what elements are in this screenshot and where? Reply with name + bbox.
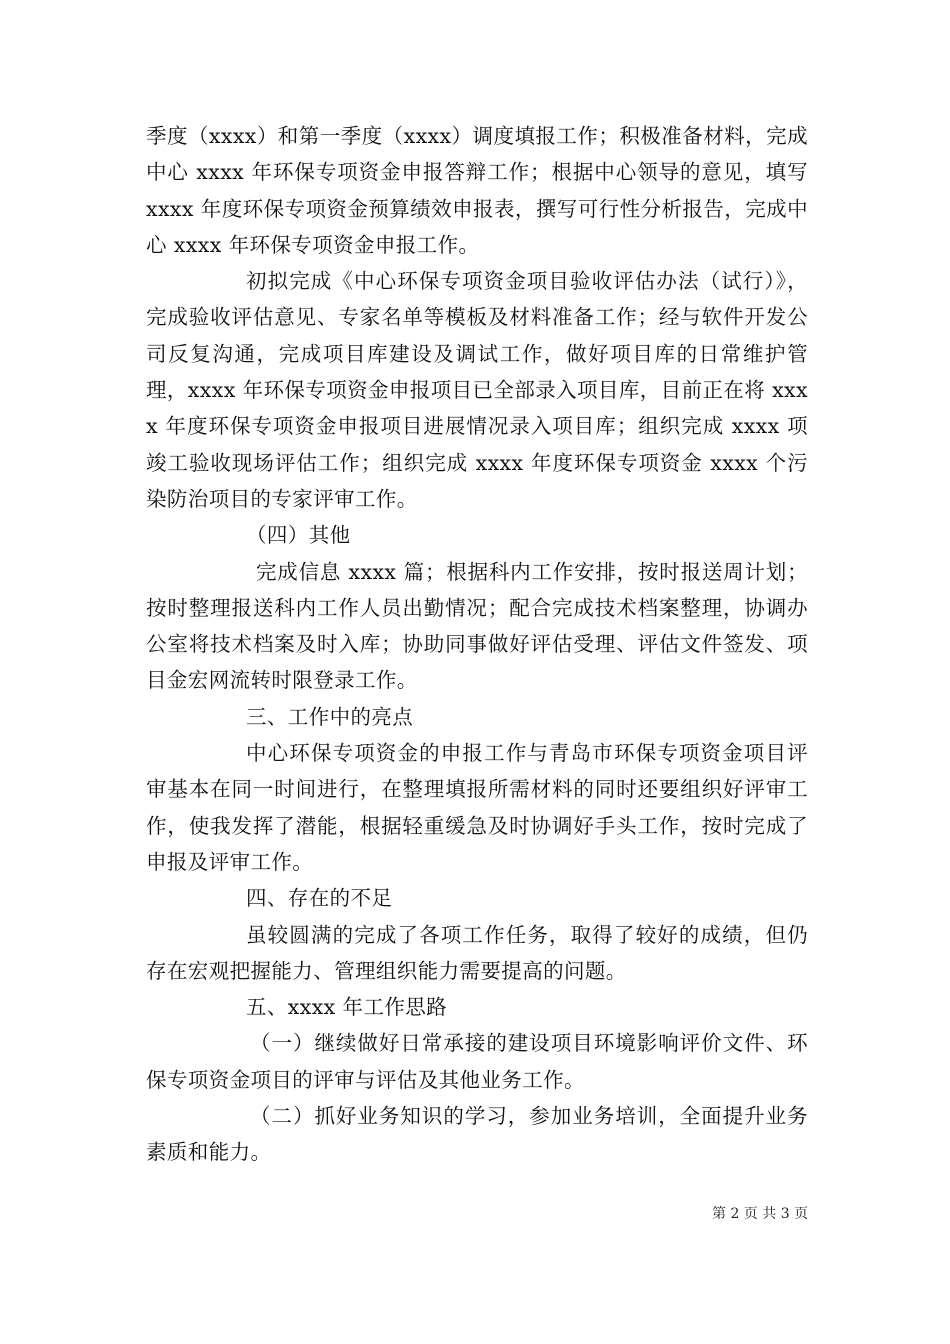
paragraph-plan-item-2: （二）抓好业务知识的学习，参加业务培训，全面提升业务素质和能力。 bbox=[146, 1104, 808, 1165]
paragraph-plan-item-1: （一）继续做好日常承接的建设项目环境影响评价文件、环保专项资金项目的评审与评估及其他业务工作。 bbox=[146, 1031, 808, 1092]
heading-other: （四）其他 bbox=[246, 523, 351, 548]
heading-shortcomings: 四、存在的不足 bbox=[246, 886, 393, 911]
heading-work-plan: 五、xxxx 年工作思路 bbox=[246, 995, 448, 1020]
paragraph-shortcomings: 虽较圆满的完成了各项工作任务，取得了较好的成绩，但仍存在宏观把握能力、管理组织能力需要提高的问题。 bbox=[146, 922, 808, 983]
heading-highlights: 三、工作中的亮点 bbox=[246, 704, 414, 729]
document-body bbox=[146, 118, 808, 1171]
paragraph-other-work: 完成信息 xxxx 篇；根据科内工作安排，按时报送周计划；按时整理报送科内工作人员出勤情况；配合完成技术档案整理，协调办公室将技术档案及时入库；协助同事做好评估受理、评估文件签发、项目金宏网流转时限登录工作。 bbox=[146, 559, 808, 693]
page-number-footer: 第 2 页 共 3 页 bbox=[712, 1206, 809, 1222]
paragraph-report-work: 季度（xxxx）和第一季度（xxxx）调度填报工作；积极准备材料，完成中心 xxxx 年环保专项资金申报答辩工作；根据中心领导的意见，填写 xxxx 年度环保专项资金预算绩效申报表，撰写可行性分析报告，完成中心 xxxx 年环保专项资金申报工作。 bbox=[146, 124, 808, 257]
paragraph-project-library: 初拟完成《中心环保专项资金项目验收评估办法（试行）》，完成验收评估意见、专家名单等模板及材料准备工作；经与软件开发公司反复沟通，完成项目库建设及调试工作，做好项目库的日常维护管理，xxxx 年环保专项资金申报项目已全部录入项目库，目前正在将 xxxx 年度环保专项资金申报项目进展情况录入项目库；组织完成 xxxx 项竣工验收现场评估工作；组织完成 xxxx 年度环保专项资金 xxxx 个污染防治项目的专家评审工作。 bbox=[146, 269, 808, 511]
paragraph-highlights: 中心环保专项资金的申报工作与青岛市环保专项资金项目评审基本在同一时间进行，在整理填报所需材料的同时还要组织好评审工作，使我发挥了潜能，根据轻重缓急及时协调好手头工作，按时完成了申报及评审工作。 bbox=[146, 741, 808, 874]
